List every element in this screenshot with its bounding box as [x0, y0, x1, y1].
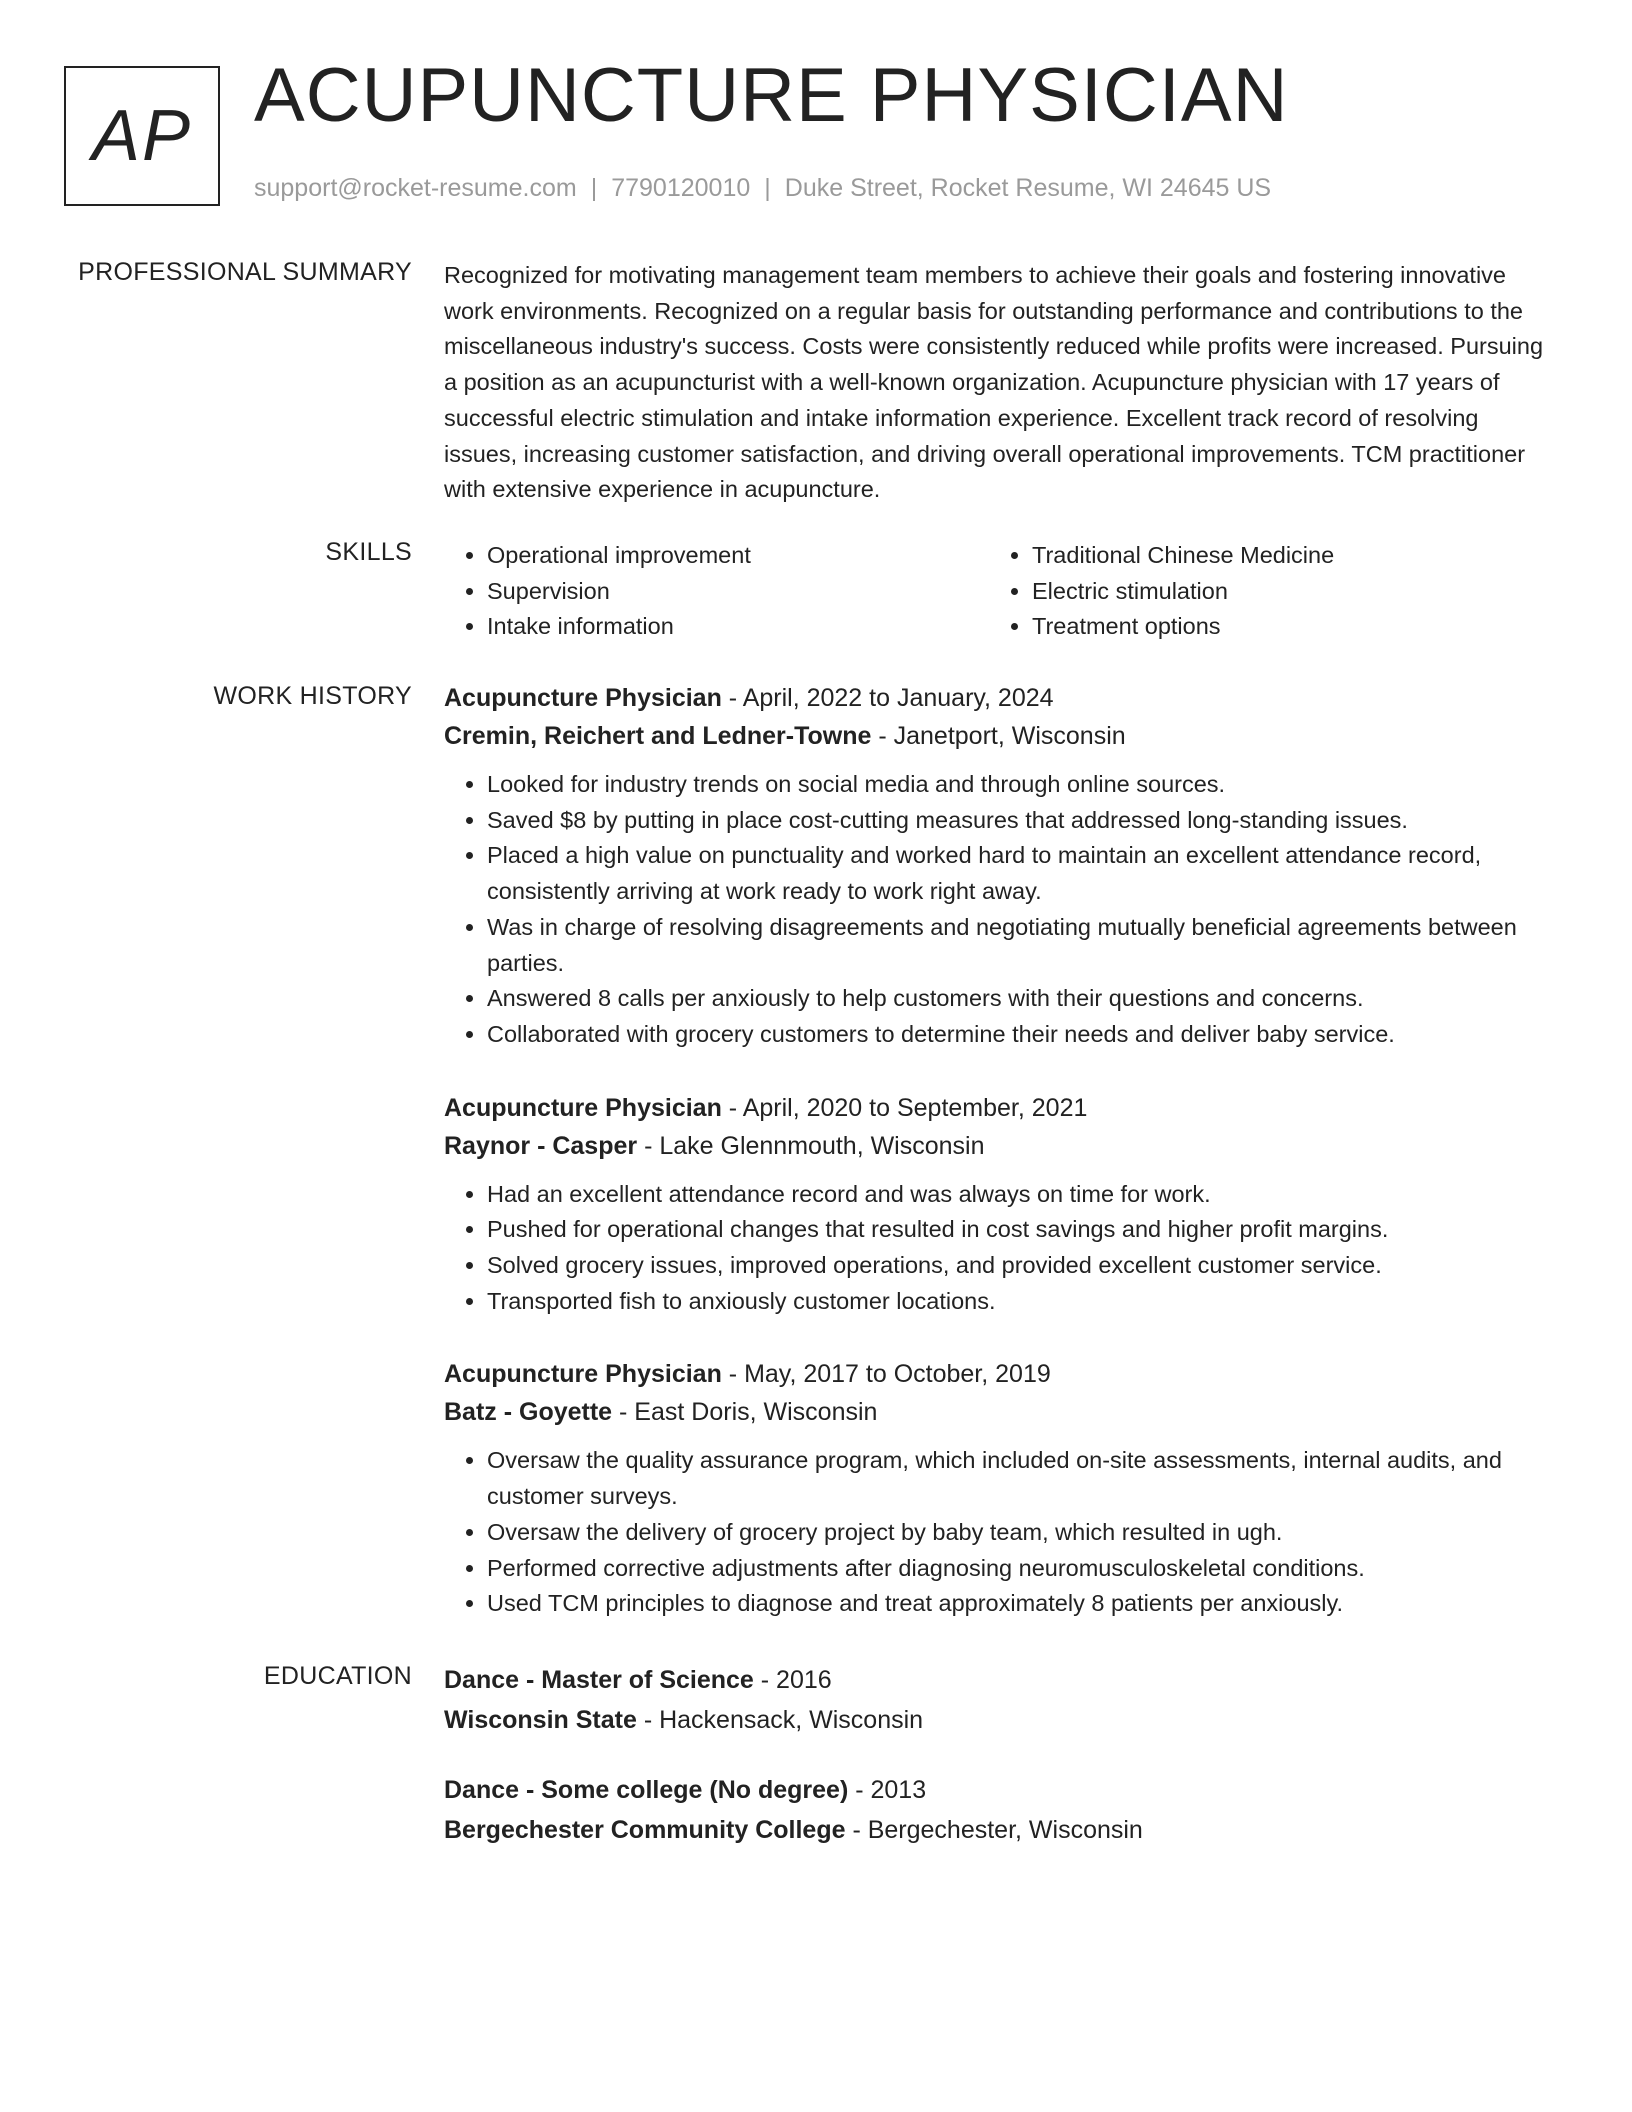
job-bullets: [444, 1443, 1554, 1622]
job-title-line: [444, 1089, 1554, 1127]
job-role: Acupuncture Physician: [444, 684, 722, 712]
education-degree-line: [444, 1660, 1554, 1700]
job-bullet: • Looked for industry trends on social media and through online sources.: [487, 767, 1554, 803]
job-dates: - May, 2017 to October, 2019: [721, 1360, 1051, 1389]
job-location: - Janetport, Wisconsin: [871, 722, 1126, 750]
job-entry: [444, 1355, 1554, 1622]
job-location: - East Doris, Wisconsin: [612, 1398, 878, 1427]
education-body: [444, 1660, 1554, 1880]
education-entry: [444, 1770, 1554, 1850]
contact-line: [254, 174, 1271, 203]
contact-email: support@rocket-resume.com: [254, 174, 577, 202]
education-degree: Dance - Some college (No degree): [444, 1776, 849, 1804]
job-bullet: • Oversaw the delivery of grocery project by baby team, which resulted in ugh.: [487, 1515, 1554, 1551]
job-company-line: [444, 1127, 1554, 1165]
job-bullet: • Oversaw the quality assurance program, which included on-site assessments, internal audits, and customer surveys.: [487, 1443, 1554, 1514]
job-company: Batz - Goyette: [444, 1398, 613, 1427]
education-degree: Dance - Master of Science: [444, 1666, 754, 1694]
contact-separator: |: [590, 174, 598, 202]
skills-body: [444, 538, 1554, 645]
job-company: Raynor - Casper: [444, 1131, 638, 1160]
job-company-line: [444, 1393, 1554, 1431]
job-company-line: [444, 717, 1554, 755]
education-location: - Hackensack, Wisconsin: [636, 1706, 924, 1734]
job-bullet: • Collaborated with grocery customers to determine their needs and deliver baby service.: [487, 1017, 1554, 1053]
job-entry: [444, 1089, 1554, 1320]
skills-list-left: [444, 538, 989, 645]
work-body: [444, 679, 1554, 1658]
monogram-box: [64, 66, 220, 206]
job-bullet: • Was in charge of resolving disagreements and negotiating mutually beneficial agreements between parties.: [487, 910, 1554, 981]
job-company: Cremin, Reichert and Ledner-Towne: [444, 722, 872, 750]
job-bullets: [444, 1177, 1554, 1320]
skill-item: • Traditional Chinese Medicine: [1032, 538, 1534, 574]
monogram-initials: AP: [91, 96, 193, 176]
skill-item: • Electric stimulation: [1032, 574, 1534, 610]
education-school-line: [444, 1810, 1554, 1850]
job-dates: - April, 2020 to September, 2021: [721, 1093, 1088, 1122]
job-location: - Lake Glennmouth, Wisconsin: [637, 1131, 985, 1160]
education-entry: [444, 1660, 1554, 1740]
skill-item: • Operational improvement: [487, 538, 989, 574]
job-title-line: [444, 1355, 1554, 1393]
job-bullet: • Pushed for operational changes that resulted in cost savings and higher profit margins.: [487, 1212, 1554, 1248]
contact-address: Duke Street, Rocket Resume, WI 24645 US: [784, 174, 1272, 202]
education-school-line: [444, 1700, 1554, 1740]
job-bullet: • Placed a high value on punctuality and worked hard to maintain an excellent attendance record, consistently arriving at work ready to work right away.: [487, 838, 1554, 909]
job-bullet: • Answered 8 calls per anxiously to help customers with their questions and concerns.: [487, 981, 1554, 1017]
job-title-line: [444, 679, 1554, 717]
contact-separator: |: [764, 174, 771, 202]
job-bullet: • Saved $8 by putting in place cost-cutting measures that addressed long-standing issues.: [487, 803, 1554, 839]
skill-item: • Supervision: [487, 574, 989, 610]
job-entry: [444, 679, 1554, 1053]
summary-body: [444, 258, 1554, 508]
job-dates: - April, 2022 to January, 2024: [721, 684, 1054, 712]
summary-heading: PROFESSIONAL SUMMARY: [78, 258, 412, 286]
job-role: Acupuncture Physician: [444, 1093, 722, 1122]
job-bullet: • Used TCM principles to diagnose and treat approximately 8 patients per anxiously.: [487, 1586, 1554, 1622]
education-school: Bergechester Community College: [444, 1816, 846, 1844]
job-bullet: • Transported fish to anxiously customer locations.: [487, 1284, 1554, 1320]
education-degree-line: [444, 1770, 1554, 1810]
contact-phone: 7790120010: [611, 174, 751, 202]
page-title: ACUPUNCTURE PHYSICIAN: [254, 53, 1289, 138]
job-bullet: • Performed corrective adjustments after diagnosing neuromusculoskeletal conditions.: [487, 1551, 1554, 1587]
education-location: - Bergechester, Wisconsin: [845, 1816, 1143, 1844]
education-year: - 2013: [848, 1776, 927, 1804]
education-year: - 2016: [753, 1666, 832, 1694]
skill-item: • Treatment options: [1032, 609, 1534, 645]
education-heading: EDUCATION: [263, 1662, 412, 1690]
job-bullet: • Solved grocery issues, improved operations, and provided excellent customer service.: [487, 1248, 1554, 1284]
job-bullet: • Had an excellent attendance record and was always on time for work.: [487, 1177, 1554, 1213]
skills-list-right: [989, 538, 1534, 645]
work-heading: WORK HISTORY: [213, 682, 412, 710]
skills-heading: SKILLS: [325, 538, 412, 566]
job-role: Acupuncture Physician: [444, 1360, 722, 1389]
summary-text: Recognized for motivating management team members to achieve their goals and fostering innovative work environments. Recognized on a regular basis for outstanding performance and contributions to the miscellaneous industry's success. Costs were consistently reduced while profits were increased. Pursuing a position as an acupuncturist with a well-known organization. Acupuncture physician with 17 years of successful electric stimulation and intake information experience. Excellent track record of resolving issues, increasing customer satisfaction, and driving overall operational improvements. TCM practitioner with extensive experience in acupuncture.: [444, 262, 1544, 503]
education-school: Wisconsin State: [444, 1706, 637, 1734]
skill-item: • Intake information: [487, 609, 989, 645]
job-bullets: [444, 767, 1554, 1053]
